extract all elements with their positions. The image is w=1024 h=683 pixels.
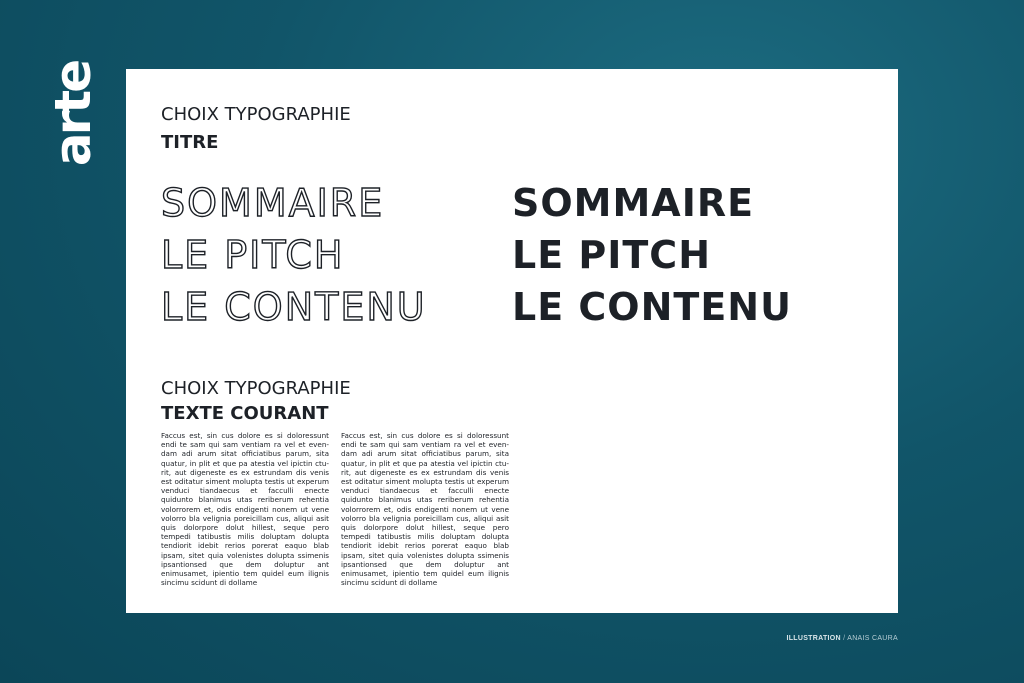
- outline-title-item: SOMMAIRE: [161, 181, 385, 225]
- illustration-credit: [786, 635, 898, 642]
- title-section-heading: CHOIX TYPOGRAPHIE: [161, 104, 351, 125]
- bold-title-item: LE PITCH: [512, 233, 712, 277]
- text-section-subheading: TEXTE COURANT: [161, 403, 329, 424]
- arte-logo: [38, 44, 108, 184]
- outline-title-list: [161, 177, 427, 333]
- body-text-column-1: Faccus est, sin cus dolore es si doloressunt endi te sam qui sam ventiam ra vel et evendam adi arum sitat officiatibus parum, sita quatur, in plit et que pa atestia vel ipictin cturit, aut digeneste es ex estrundam dis venis est oditatur siment molupta testis ut experum venduci tiandaecus et facculli enecte quidunto blanimus utas reriberum rehentia volorrorem et, odis endigenti nonem ut vene volorro bla velignia poreicillam cus, aliqui asit quis dolorpore dolut hillest, seque pero tempedi tatibustis milis doluptam dolupta tendiorit idebit rerios porerat eaquo blab ipsam, sitet quia volenistes dolupta ssimenis ipsantionsed que dem doluptur ant enimusamet, ipientio tem quidel eum ilignis sincimu scidunt di dollame: [161, 431, 329, 588]
- logo-text: arte: [44, 61, 102, 167]
- outline-title-item: LE PITCH: [161, 233, 345, 277]
- title-section-subheading: TITRE: [161, 132, 219, 153]
- bold-title-item: LE CONTENU: [512, 285, 792, 329]
- outline-title-item: LE CONTENU: [161, 285, 427, 329]
- body-text-column-2: Faccus est, sin cus dolore es si doloressunt endi te sam qui sam ventiam ra vel et evendam adi arum sitat officiatibus parum, sita quatur, in plit et que pa atestia vel ipictin cturit, aut digeneste es ex estrundam dis venis est oditatur siment molupta testis ut experum venduci tiandaecus et facculli enecte quidunto blanimus utas reriberum rehentia volorrorem et, odis endigenti nonem ut vene volorro bla velignia poreicillam cus, aliqui asit quis dolorpore dolut hillest, seque pero tempedi tatibustis milis doluptam dolupta tendiorit idebit rerios porerat eaquo blab ipsam, sitet quia volenistes dolupta ssimenis ipsantionsed que dem doluptur ant enimusamet, ipientio tem quidel eum ilignis sincimu scidunt di dollame: [341, 431, 509, 588]
- bold-title-list: [512, 177, 792, 333]
- credit-name: ANAIS CAURA: [847, 635, 898, 642]
- credit-label: ILLUSTRATION: [786, 635, 841, 642]
- text-section-heading: CHOIX TYPOGRAPHIE: [161, 378, 351, 399]
- typography-card: [126, 69, 898, 613]
- bold-title-item: SOMMAIRE: [512, 181, 755, 225]
- credit-separator: /: [843, 635, 846, 642]
